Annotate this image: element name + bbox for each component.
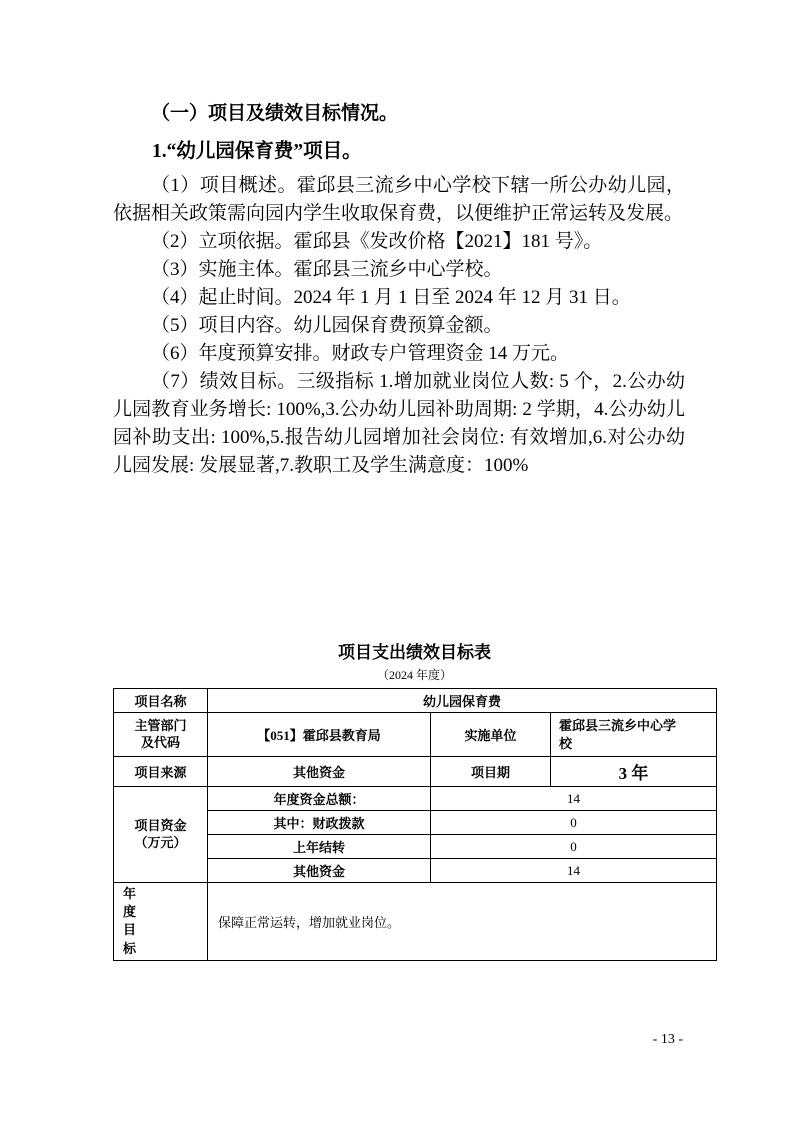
paragraph-project-overview: （1）项目概述。霍邱县三流乡中心学校下辖一所公办幼儿园，依据相关政策需向园内学生收取保育费，以便维护正常运转及发展。 [113,175,685,224]
funds-fiscal-label: 其中：财政拨款 [208,811,431,835]
dept-label-text: 主管部门及代码 [134,717,187,750]
paragraph-annual-budget: （6）年度预算安排。财政专户管理资金 14 万元。 [151,343,570,364]
table-row [114,883,717,961]
impl-unit-value [551,713,717,757]
impl-unit-value-text: 霍邱县三流乡中心学校 [559,717,677,751]
table-row [114,713,717,757]
funds-total-label: 年度资金总额： [208,787,431,811]
funds-carryover-value: 0 [431,835,717,859]
dept-label [114,713,208,757]
text-block [113,100,685,480]
paragraph-performance-target: （7）绩效目标。三级指标 1.增加就业岗位人数: 5 个，2.公办幼儿园教育业务增长: 100%,3.公办幼儿园补助周期: 2 学期，4.公办幼儿园补助支出: 100%,5.报告幼儿园增加社会岗位: 有效增加,6.对公办幼儿园发展: 发展显著,7.教职工及学生满意度：100% [113,371,685,476]
table-subtitle: （2024 年度） [376,668,452,682]
section-heading: （一）项目及绩效目标情况。 [151,103,399,124]
table-row [114,689,717,713]
impl-unit-label: 实施单位 [431,713,551,757]
table-row [114,787,717,811]
funds-other-value: 14 [431,859,717,883]
paragraph-approval-basis: （2）立项依据。霍邱县《发改价格【2021】181 号》。 [151,231,603,252]
project-name-label: 项目名称 [114,689,208,713]
funds-other-label: 其他资金 [208,859,431,883]
page-number: - 13 - [652,1032,683,1047]
project-period-value: 3 年 [551,757,717,787]
annual-goal-label-text: 年度目标 [122,886,136,956]
project-funds-label-text: 项目资金（万元） [134,817,187,850]
annual-goal-text: 保障正常运转，增加就业岗位。 [208,883,717,961]
funds-total-value: 14 [431,787,717,811]
funds-fiscal-value: 0 [431,811,717,835]
annual-goal-label [114,883,208,961]
project-source-label: 项目来源 [114,757,208,787]
table-row [114,757,717,787]
paragraph-project-content: （5）项目内容。幼儿园保育费预算金额。 [151,315,503,336]
project-funds-label [114,787,208,883]
project-period-label: 项目期 [431,757,551,787]
project-source-value: 其他资金 [208,757,431,787]
performance-target-table [113,688,717,961]
funds-carryover-label: 上年结转 [208,835,431,859]
project-name-value: 幼儿园保育费 [208,689,717,713]
paragraph-implementing-body: （3）实施主体。霍邱县三流乡中心学校。 [151,259,503,280]
table-title: 项目支出绩效目标表 [338,643,491,662]
paragraph-time-range: （4）起止时间。2024 年 1 月 1 日至 2024 年 12 月 31 日。 [151,287,631,308]
dept-value: 【051】霍邱县教育局 [208,713,431,757]
project-heading: 1.“幼儿园保育费”项目。 [152,141,362,162]
